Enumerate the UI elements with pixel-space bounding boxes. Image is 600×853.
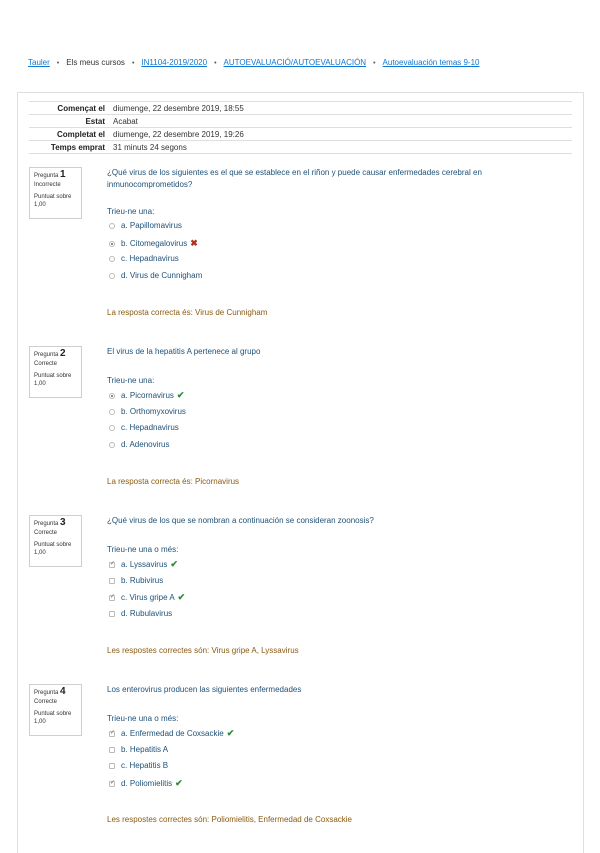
question-text: ¿Qué virus de los siguientes es el que se establece en el riñon y puede causar enfermedades cerebral en inmunocomprometidos? (107, 168, 482, 189)
summary-value: 31 minuts 24 segons (109, 141, 572, 154)
question-content (107, 167, 487, 317)
breadcrumb (28, 58, 480, 67)
correct-icon: ✔ (226, 728, 235, 738)
question-label: Pregunta (34, 690, 59, 696)
checkbox[interactable] (109, 747, 115, 753)
answer-label: c. Virus gripe A (121, 593, 175, 602)
answer-option-b[interactable] (109, 407, 186, 416)
answer-label: a. Papillomavirus (121, 221, 182, 230)
checkbox[interactable] (109, 595, 115, 601)
summary-label: Completat el (29, 128, 109, 141)
summary-label: Començat el (29, 102, 109, 115)
checkbox[interactable] (109, 781, 115, 787)
answer-prompt: Trieu-ne una o més: (107, 714, 179, 723)
checkbox[interactable] (109, 731, 115, 737)
summary-label: Estat (29, 115, 109, 128)
summary-row-completed (29, 128, 572, 141)
question-text: Los enterovirus producen las siguientes enfermedades (107, 685, 302, 694)
breadcrumb-my-courses[interactable]: Els meus cursos (66, 58, 125, 67)
breadcrumb-separator: • (373, 60, 376, 67)
radio-button[interactable] (109, 393, 115, 399)
answer-label: d. Poliomielitis (121, 779, 173, 788)
answer-label: b. Rubivirus (121, 576, 164, 585)
summary-row-state (29, 115, 572, 128)
question-grade: 1,00 (34, 719, 46, 725)
main-region (17, 92, 584, 853)
answer-label: a. Enfermedad de Coxsackie (121, 729, 224, 738)
radio-button[interactable] (109, 223, 115, 229)
question-grade: 1,00 (34, 550, 46, 556)
question-grade: 1,00 (34, 381, 46, 387)
answer-option-d[interactable] (109, 778, 183, 789)
question-content (107, 515, 487, 655)
question-state: Correcte (34, 530, 58, 536)
correct-answer-feedback: Les respostes correctes són: Poliomielitis, Enfermedad de Coxsackie (107, 815, 352, 824)
question-grade-label: Puntuat sobre (34, 542, 72, 548)
summary-value: Acabat (109, 115, 572, 128)
question-text: ¿Qué virus de los que se nombran a continuación se consideran zoonosis? (107, 516, 374, 525)
correct-icon: ✔ (176, 390, 185, 400)
answer-option-b[interactable] (109, 238, 198, 249)
question-number (34, 350, 77, 359)
answer-label: c. Hepadnavirus (121, 423, 179, 432)
answer-label: a. Lyssavirus (121, 560, 168, 569)
question-state: Correcte (34, 361, 58, 367)
breadcrumb-home[interactable]: Tauler (28, 58, 50, 67)
answer-prompt: Trieu-ne una: (107, 376, 155, 385)
answer-prompt: Trieu-ne una o més: (107, 545, 179, 554)
question-text: El virus de la hepatitis A pertenece al grupo (107, 347, 261, 356)
question-info-box (29, 346, 82, 398)
incorrect-icon: ✖ (190, 238, 198, 248)
breadcrumb-section[interactable]: AUTOEVALUACIÓ/AUTOEVALUACIÓN (223, 58, 367, 67)
question-info-box (29, 515, 82, 567)
question-content (107, 346, 487, 486)
question-state: Incorrecte (34, 182, 61, 188)
answer-option-c[interactable] (109, 254, 179, 263)
question-info-box (29, 684, 82, 736)
question-number-value: 1 (60, 169, 66, 180)
breadcrumb-quiz[interactable]: Autoevaluación temas 9-10 (382, 58, 480, 67)
answer-option-a[interactable] (109, 221, 182, 230)
breadcrumb-separator: • (214, 60, 217, 67)
radio-button[interactable] (109, 256, 115, 262)
question-content (107, 684, 487, 824)
answer-label: a. Picornavirus (121, 391, 174, 400)
answer-option-d[interactable] (109, 271, 202, 280)
answer-option-c[interactable] (109, 592, 185, 603)
radio-button[interactable] (109, 442, 115, 448)
breadcrumb-separator: • (131, 60, 135, 67)
answer-option-c[interactable] (109, 761, 168, 770)
radio-button[interactable] (109, 273, 115, 279)
question-state: Correcte (34, 699, 58, 705)
answer-label: d. Virus de Cunnigham (121, 271, 203, 280)
radio-button[interactable] (109, 409, 115, 415)
question-number-value: 3 (60, 517, 66, 528)
checkbox[interactable] (109, 562, 115, 568)
summary-row-started (29, 102, 572, 115)
question-info-box (29, 167, 82, 219)
correct-icon: ✔ (175, 778, 183, 788)
question-number (34, 171, 77, 180)
answer-option-d[interactable] (109, 609, 172, 618)
correct-answer-feedback: La resposta correcta és: Virus de Cunnigham (107, 308, 268, 317)
answer-label: b. Orthomyxovirus (121, 407, 186, 416)
answer-option-a[interactable] (109, 559, 178, 570)
answer-option-d[interactable] (109, 440, 169, 449)
summary-value: diumenge, 22 desembre 2019, 19:26 (109, 128, 572, 141)
answer-option-b[interactable] (109, 576, 163, 585)
correct-answer-feedback: La resposta correcta és: Picornavirus (107, 477, 240, 486)
question-number-value: 4 (60, 686, 66, 697)
correct-icon: ✔ (170, 559, 178, 569)
question-label: Pregunta (34, 352, 59, 358)
question-label: Pregunta (34, 173, 59, 179)
answer-label: c. Hepatitis B (121, 761, 169, 770)
answer-prompt: Trieu-ne una: (107, 207, 155, 216)
correct-icon: ✔ (177, 592, 186, 602)
answer-label: d. Rubulavirus (121, 609, 173, 618)
breadcrumb-course[interactable]: IN1104-2019/2020 (141, 58, 208, 67)
answer-label: d. Adenovirus (121, 440, 170, 449)
question-grade-label: Puntuat sobre (34, 373, 72, 379)
question-number (34, 688, 77, 697)
question-grade: 1,00 (34, 202, 46, 208)
correct-answer-feedback: Les respostes correctes són: Virus gripe A, Lyssavirus (107, 646, 299, 655)
checkbox[interactable] (109, 611, 115, 617)
breadcrumb-separator: • (56, 60, 60, 67)
question-grade-label: Puntuat sobre (34, 711, 72, 717)
question-grade-label: Puntuat sobre (34, 194, 72, 200)
checkbox[interactable] (109, 578, 115, 584)
radio-button[interactable] (109, 425, 115, 431)
answer-option-a[interactable] (109, 390, 184, 401)
checkbox[interactable] (109, 763, 115, 769)
question-label: Pregunta (34, 521, 59, 527)
question-number-value: 2 (60, 348, 66, 359)
summary-value: diumenge, 22 desembre 2019, 18:55 (109, 102, 572, 115)
answer-label: c. Hepadnavirus (121, 254, 179, 263)
summary-label: Temps emprat (29, 141, 109, 154)
answer-option-a[interactable] (109, 728, 234, 739)
attempt-summary-table (29, 101, 572, 154)
answer-label: b. Hepatitis A (121, 745, 169, 754)
summary-row-time-taken (29, 141, 572, 154)
answer-option-c[interactable] (109, 423, 179, 432)
answer-option-b[interactable] (109, 745, 168, 754)
question-number (34, 519, 77, 528)
radio-button[interactable] (109, 241, 115, 247)
answer-label: b. Citomegalovirus (121, 239, 188, 248)
